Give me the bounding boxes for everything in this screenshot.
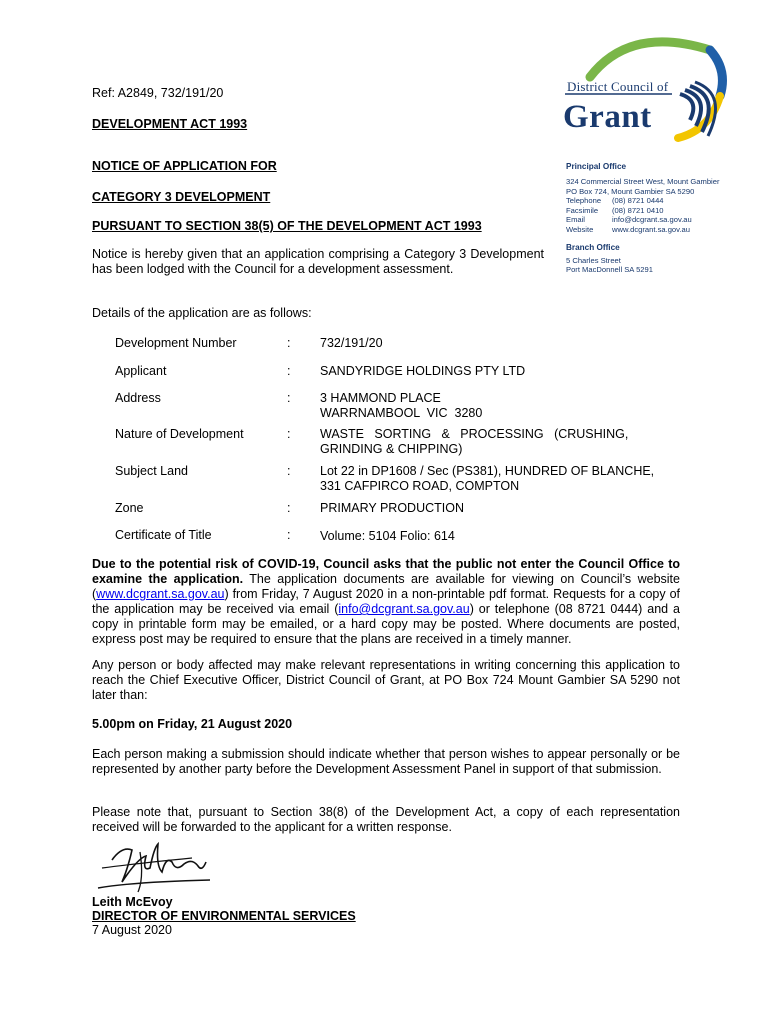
branch-address-line: 5 Charles Street [566,255,621,265]
covid-text: ) or telephone (08 8721 0444) and a copy in printable form may be emailed, or a hard copy may be posted. Where documents are posted, express post may be required to ensure that the plans are received in a timely manner. [92,602,680,646]
heading-act: DEVELOPMENT ACT 1993 [92,117,248,131]
principal-address-line: 324 Commercial Street West, Mount Gambier [566,177,720,186]
detail-colon: : [287,391,291,405]
representations-paragraph: Any person or body affected may make relevant representations in writing concerning this application to reach the Chief Executive Officer, District Council of Grant, at PO Box 724 Mount Gambier SA 5290 not later than: [92,658,680,702]
contact-row [566,225,766,235]
detail-colon: : [287,464,291,478]
website-link[interactable]: www.dcgrant.sa.gov.au [96,587,225,601]
council-name-large: Grant [563,99,652,135]
reference-number: Ref: A2849, 732/191/20 [92,86,224,100]
detail-label: Subject Land [115,464,188,478]
detail-value: Lot 22 in DP1608 / Sec (PS381), HUNDRED OF BLANCHE, 331 CAFPIRCO ROAD, COMPTON [320,464,655,493]
contact-label: Email [566,215,585,225]
covid-text: The application documents are available for viewing on Council’s website ( [92,572,680,601]
detail-value: PRIMARY PRODUCTION [320,501,465,515]
principal-address-line: PO Box 724, Mount Gambier SA 5290 [566,186,695,196]
notice-date: 7 August 2020 [92,923,172,937]
heading-notice: NOTICE OF APPLICATION FOR [92,159,277,173]
contact-row [566,215,766,225]
branch-address-line: Port MacDonnell SA 5291 [566,265,653,275]
branch-office-heading: Branch Office [566,242,620,252]
council-name-small: District Council of [567,79,669,94]
submission-paragraph: Each person making a submission should indicate whether that person wishes to appear personally or be represented by another party before the Development Assessment Panel in support of that submission. [92,747,680,776]
contact-label: Facsimile [566,205,599,215]
contact-row [566,196,766,206]
heading-category: CATEGORY 3 DEVELOPMENT [92,190,271,204]
detail-colon: : [287,336,291,350]
contact-label: Telephone [566,196,602,206]
detail-label: Address [115,391,161,405]
contact-value[interactable]: info@dcgrant.sa.gov.au [612,215,692,225]
email-link[interactable]: info@dcgrant.sa.gov.au [338,602,470,616]
detail-label: Nature of Development [115,427,244,441]
detail-label: Development Number [115,336,237,350]
intro-paragraph: Notice is hereby given that an application comprising a Category 3 Development has been lodged with the Council for a development assessment. [92,247,544,276]
contact-value[interactable]: www.dcgrant.sa.gov.au [612,224,690,234]
contact-value: (08) 8721 0444 [612,196,664,206]
detail-colon: : [287,528,291,542]
section-paragraph: Please note that, pursuant to Section 38(8) of the Development Act, a copy of each representation received will be forwarded to the applicant for a written response. [92,805,680,834]
signatory-title: DIRECTOR OF ENVIRONMENTAL SERVICES [92,909,356,923]
office-details [566,162,766,275]
detail-colon: : [287,364,291,378]
heading-pursuant: PURSUANT TO SECTION 38(5) OF THE DEVELOPMENT ACT 1993 [92,219,482,233]
detail-label: Zone [115,501,144,515]
contact-value: (08) 8721 0410 [612,205,664,215]
contact-row [566,206,766,216]
signatory-name: Leith McEvoy [92,895,173,909]
covid-paragraph [92,557,680,647]
detail-value: WASTE SORTING & PROCESSING (CRUSHING, GRINDING & CHIPPING) [320,427,629,456]
detail-value: 3 HAMMOND PLACE WARRNAMBOOL VIC 3280 [320,391,483,420]
detail-value: SANDYRIDGE HOLDINGS PTY LTD [320,364,526,378]
detail-label: Applicant [115,364,167,378]
detail-value: Volume: 5104 Folio: 614 [320,529,455,543]
detail-colon: : [287,427,291,441]
details-intro: Details of the application are as follows: [92,306,312,320]
detail-label: Certificate of Title [115,528,212,542]
principal-office-heading: Principal Office [566,162,627,171]
deadline: 5.00pm on Friday, 21 August 2020 [92,717,293,731]
covid-text: ) from Friday, 7 August 2020 in a non-printable pdf format. Requests for a copy of the application may be received via email ( [92,587,680,616]
contact-label: Website [566,224,594,234]
handwritten-signature [92,838,222,896]
covid-bold-text: Due to the potential risk of COVID-19, Council asks that the public not enter the Council Office to examine the application. [92,557,680,586]
detail-colon: : [287,501,291,515]
detail-value: 732/191/20 [320,336,383,350]
